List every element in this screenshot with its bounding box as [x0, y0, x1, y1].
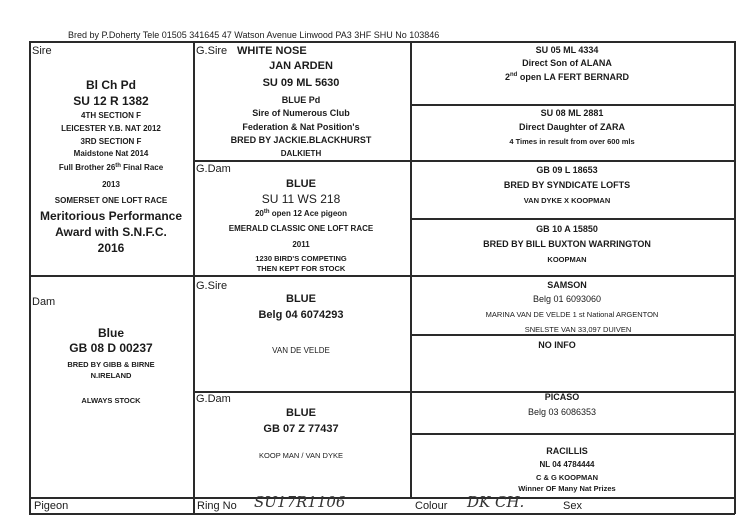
dam-label: Dam — [32, 296, 56, 308]
sire-line-3: 3RD SECTION F — [80, 137, 142, 146]
gdam1-line-4: 1230 BIRD'S COMPETING — [255, 254, 347, 263]
ggs4-name: PICASO — [544, 392, 580, 402]
gsire1-line-3: BRED BY JACKIE.BLACKHURST — [230, 135, 372, 145]
sire-line-4: Maidstone Nat 2014 — [73, 149, 149, 158]
sire-name: Bl Ch Pd — [86, 78, 136, 92]
colour-value: DK CH. — [467, 493, 525, 511]
sire-ring: SU 12 R 1382 — [73, 94, 149, 108]
gdam2-line-1: KOOP MAN / VAN DYKE — [259, 451, 343, 460]
gsire2-line-1: VAN DE VELDE — [272, 346, 330, 355]
gdam1-color: BLUE — [286, 178, 316, 190]
ggd2-line-1: BRED BY BILL BUXTON WARRINGTON — [483, 239, 651, 249]
breeder-header: Bred by P.Doherty Tele 01505 341645 47 Watson Avenue Linwood PA3 3HF SHU No 103846 — [68, 30, 440, 40]
ggd1-ring: SU 08 ML 2881 — [540, 108, 604, 118]
gdam1-ring: SU 11 WS 218 — [261, 192, 341, 206]
ggp-divider-7 — [410, 433, 735, 435]
gdam1-line-3: 2011 — [292, 240, 310, 249]
gdam2-ring: GB 07 Z 77437 — [263, 423, 339, 435]
ggd4-line-2: Winner OF Many Nat Prizes — [518, 484, 616, 493]
ggd4-ring: NL 04 4784444 — [539, 460, 595, 469]
column-divider-2 — [410, 41, 412, 497]
gsire2-color: BLUE — [286, 293, 316, 305]
gdam1-line-1: 20th open 12 Ace pigeon — [254, 209, 348, 218]
ggs3-line-2: SNELSTE VAN 33,097 DUIVEN — [524, 325, 632, 334]
gsire1-color: BLUE Pd — [281, 95, 321, 105]
ggd4-line-1: C & G KOOPMAN — [535, 473, 599, 482]
ggs1-line-1: Direct Son of ALANA — [522, 58, 612, 68]
ggd2-ring: GB 10 A 15850 — [536, 224, 598, 234]
ggs4-ring: Belg 03 6086353 — [527, 407, 597, 417]
ggp-divider-3 — [410, 218, 735, 220]
sire-line-7: SOMERSET ONE LOFT RACE — [54, 196, 168, 205]
gsire2-label: G.Sire — [196, 280, 228, 292]
gsire1-line-4: DALKIETH — [280, 149, 322, 158]
ggs3-line-1: MARINA VAN DE VELDE 1 st National ARGENTON — [485, 310, 659, 319]
ggd1-line-1: Direct Daughter of ZARA — [518, 122, 626, 132]
column-divider-1 — [193, 41, 195, 514]
ggd2-line-2: KOOPMAN — [547, 255, 587, 264]
ggs1-line-2: 2nd open LA FERT BERNARD — [504, 72, 630, 82]
gsire1-name-2: JAN ARDEN — [269, 60, 333, 72]
sire-award-2: Award with S.N.F.C. — [55, 225, 167, 239]
sire-line-1: 4TH SECTION F — [80, 111, 142, 120]
sire-award-3: 2016 — [97, 241, 125, 255]
sire-line-5: Full Brother 26th Final Race — [58, 163, 164, 172]
dam-line-2: N.IRELAND — [90, 371, 132, 380]
ggd4-name: RACILLIS — [546, 446, 588, 456]
sire-line-6: 2013 — [102, 180, 120, 189]
gdam1-line-5: THEN KEPT FOR STOCK — [256, 264, 346, 273]
frame-footer-line — [29, 497, 735, 499]
ggs3-ring: Belg 01 6093060 — [532, 294, 602, 304]
sire-label: Sire — [32, 45, 52, 57]
ggs2-ring: GB 09 L 18653 — [536, 165, 598, 175]
gdam2-color: BLUE — [286, 407, 316, 419]
gsire1-label: G.Sire — [196, 45, 228, 57]
ggs1-ring: SU 05 ML 4334 — [535, 45, 599, 55]
sex-label: Sex — [563, 500, 582, 512]
gparent-divider-top — [193, 160, 410, 162]
gsire1-ring: SU 09 ML 5630 — [262, 77, 340, 89]
sire-line-2: LEICESTER Y.B. NAT 2012 — [61, 124, 161, 133]
dam-color: Blue — [97, 326, 125, 340]
ggp-divider-1 — [410, 104, 735, 106]
frame-top-border — [29, 41, 735, 43]
ring-no-label: Ring No — [197, 500, 237, 512]
dam-ring: GB 08 D 00237 — [69, 341, 153, 355]
frame-bottom-border — [29, 513, 735, 515]
gsire1-line-2: Federation & Nat Position's — [242, 122, 360, 132]
ggp-divider-5 — [410, 334, 735, 336]
sire-award-1: Meritorious Performance — [39, 209, 183, 223]
gsire1-line-1: Sire of Numerous Club — [252, 108, 350, 118]
gdam2-label: G.Dam — [196, 393, 231, 405]
dam-line-3: ALWAYS STOCK — [81, 396, 141, 405]
ggs2-line-2: VAN DYKE X KOOPMAN — [523, 196, 611, 205]
frame-midline — [29, 275, 735, 277]
dam-line-1: BRED BY GIBB & BIRNE — [67, 360, 155, 369]
colour-label: Colour — [415, 500, 448, 512]
frame-right-border — [734, 41, 736, 514]
gdam1-line-2: EMERALD CLASSIC ONE LOFT RACE — [228, 224, 374, 233]
ggd3-line-1: NO INFO — [538, 340, 576, 350]
ggd1-line-2: 4 Times in result from over 600 mls — [509, 137, 635, 146]
gsire1-name-1: WHITE NOSE — [237, 45, 307, 57]
pigeon-label: Pigeon — [34, 500, 69, 512]
ggp-divider-2 — [410, 160, 735, 162]
ring-no-value: SU17R1106 — [254, 493, 346, 511]
gsire2-ring: Belg 04 6074293 — [258, 309, 344, 321]
ggs3-name: SAMSON — [547, 280, 587, 290]
gdam1-label: G.Dam — [196, 163, 231, 175]
frame-left-border — [29, 41, 31, 514]
ggs2-line-1: BRED BY SYNDICATE LOFTS — [503, 180, 631, 190]
